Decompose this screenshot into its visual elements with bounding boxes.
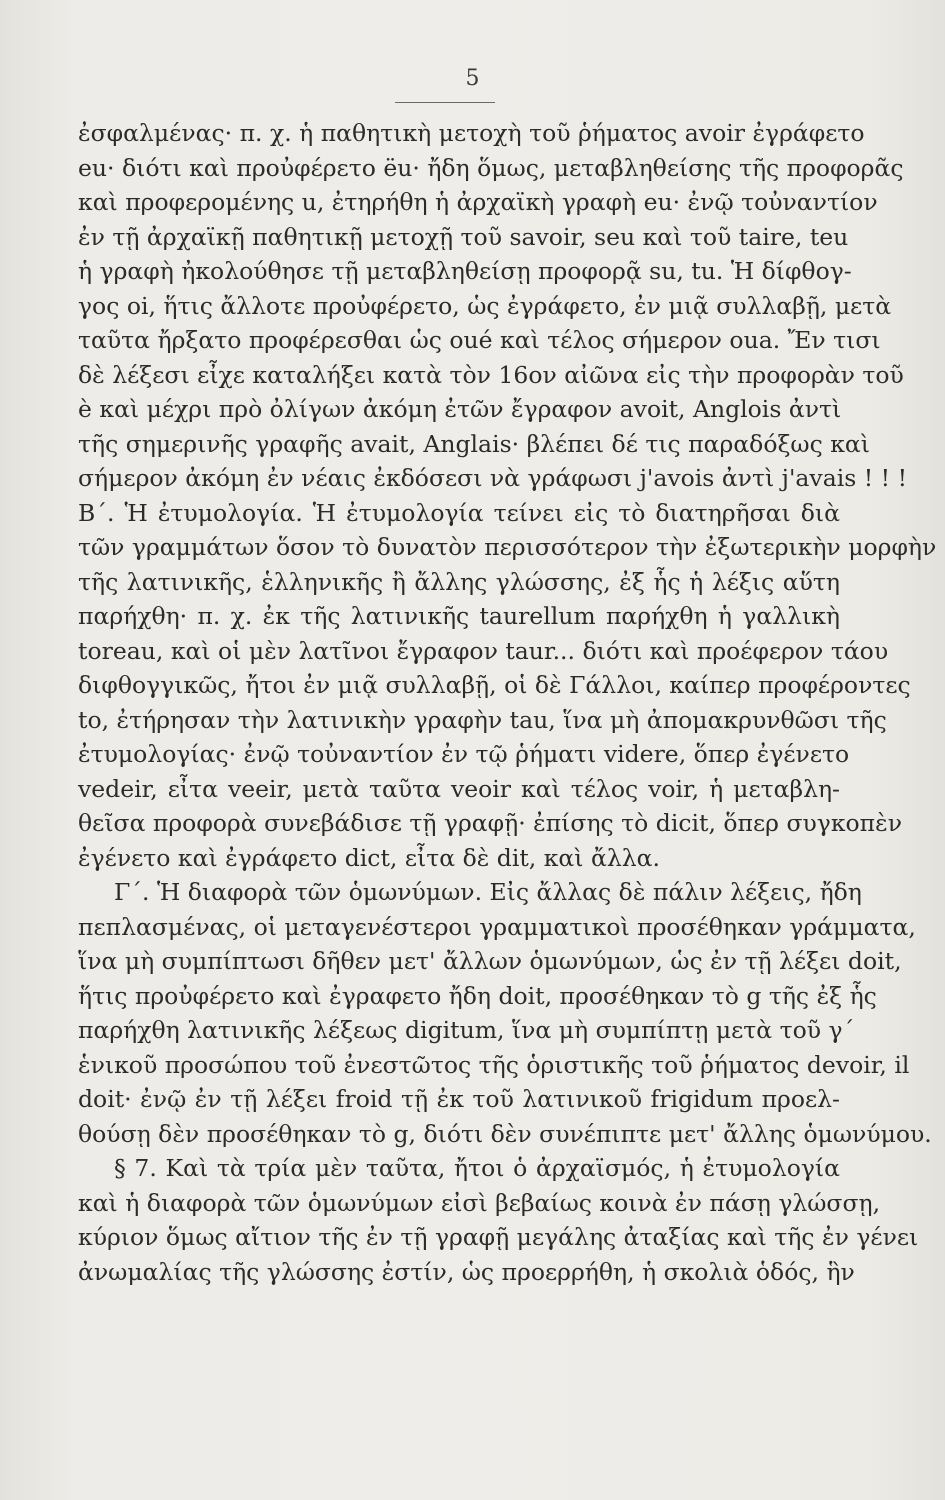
text-line: ἑνικοῦ προσώπου τοῦ ἐνεστῶτος τῆς ὁριστικῆς τοῦ ῥήματος devoir, il [78, 1050, 910, 1079]
text-line: κύριον ὅμως αἴτιον τῆς ἐν τῇ γραφῇ μεγάλης ἀταξίας καὶ τῆς ἐν γένει [78, 1223, 919, 1251]
text-line: to, ἐτήρησαν τὴν λατινικὴν γραφὴν tau, ἵνα μὴ ἀπομακρυνθῶσι τῆς [78, 705, 887, 734]
page-number: 5 [465, 66, 480, 91]
text-line: Γ΄. Ἡ διαφορὰ τῶν ὁμωνύμων. Εἰς ἄλλας δὲ πάλιν λέξεις, ἤδη [114, 878, 862, 906]
text-line: ἀνωμαλίας τῆς γλώσσης ἐστίν, ὡς προερρήθη, ἡ σκολιὰ ὁδός, ἣν [78, 1257, 855, 1286]
text-line: è καὶ μέχρι πρὸ ὀλίγων ἀκόμη ἐτῶν ἔγραφον avoit, Anglois ἀντὶ [78, 395, 842, 423]
text-line: ἐν τῇ ἀρχαϊκῇ παθητικῇ μετοχῇ τοῦ savoir, seu καὶ τοῦ taire, teu [78, 222, 849, 251]
text-line: ἥτις προὐφέρετο καὶ ἐγραφετο ἤδη doit, προσέθηκαν τὸ g τῆς ἐξ ἧς [78, 981, 877, 1010]
text-line: δὲ λέξεσι εἶχε καταλήξει κατὰ τὸν 16ον αἰῶνα εἰς τὴν προφορὰν τοῦ [78, 360, 904, 389]
text-line: παρήχθη λατινικῆς λέξεως digitum, ἵνα μὴ συμπίπτῃ μετὰ τοῦ γ΄ [78, 1016, 855, 1044]
text-line: eu· διότι καὶ προὐφέρετο ëu· ἤδη ὅμως, μεταβληθείσης τῆς προφορᾶς [78, 153, 904, 182]
text-line: θεῖσα προφορὰ συνεβάδισε τῇ γραφῇ· ἐπίσης τὸ dicit, ὅπερ συγκοπὲν [78, 809, 902, 837]
text-line: vedeir, εἶτα veeir, μετὰ ταῦτα veoir καὶ τέλος voir, ἡ μεταβλη- [78, 774, 840, 803]
text-line: τῶν γραμμάτων ὅσον τὸ δυνατὸν περισσότερον τὴν ἐξωτερικὴν μορφὴν [78, 533, 937, 561]
text-line: τῆς σημερινῆς γραφῆς avait, Anglais· βλέπει δέ τις παραδόξως καὶ [78, 429, 870, 458]
text-line: ἐσφαλμένας· π. χ. ἡ παθητικὴ μετοχὴ τοῦ ῥήματος avoir ἐγράφετο [78, 119, 865, 147]
text-line: toreau, καὶ οἱ μὲν λατῖνοι ἔγραφον taur... διότι καὶ προέφερον τάου [78, 636, 889, 665]
text-line: § 7. Καὶ τὰ τρία μὲν ταῦτα, ἤτοι ὁ ἀρχαϊσμός, ἡ ἐτυμολογία [114, 1154, 840, 1182]
text-line: ἵνα μὴ συμπίπτωσι δῆθεν μετ' ἄλλων ὁμωνύμων, ὡς ἐν τῇ λέξει doit, [78, 947, 902, 975]
text-line: πεπλασμένας, οἱ μεταγενέστεροι γραμματικοὶ προσέθηκαν γράμματα, [78, 912, 916, 941]
body-text [78, 116, 937, 1289]
text-line: σήμερον ἀκόμη ἐν νέαις ἐκδόσεσι νὰ γράφωσι j'avois ἀντὶ j'avais ! ! ! [78, 464, 908, 492]
text-line: διφθογγικῶς, ἤτοι ἐν μιᾷ συλλαβῇ, οἱ δὲ Γάλλοι, καίπερ προφέροντες [78, 671, 911, 699]
text-line: παρήχθη· π. χ. ἐκ τῆς λατινικῆς taurellum παρήχθη ἡ γαλλικὴ [78, 602, 840, 630]
header-rule [395, 102, 495, 103]
text-line: καὶ ἡ διαφορὰ τῶν ὁμωνύμων εἰσὶ βεβαίως κοινὰ ἐν πάσῃ γλώσσῃ, [78, 1188, 881, 1217]
text-line: ἡ γραφὴ ἠκολούθησε τῇ μεταβληθείσῃ προφορᾷ su, tu. Ἡ δίφθογ- [78, 257, 852, 285]
text-line: doit· ἐνῷ ἐν τῇ λέξει froid τῇ ἐκ τοῦ λατινικοῦ frigidum προελ- [78, 1085, 840, 1113]
text-line: ταῦτα ἤρξατο προφέρεσθαι ὡς oué καὶ τέλος σήμερον oua. Ἔν τισι [78, 326, 881, 354]
text-line: ἐγένετο καὶ ἐγράφετο dict, εἶτα δὲ dit, καὶ ἄλλα. [78, 843, 660, 872]
text-line: τῆς λατινικῆς, ἑλληνικῆς ἢ ἄλλης γλώσσης, ἐξ ἧς ἡ λέξις αὕτη [78, 567, 840, 596]
text-line: καὶ προφερομένης u, ἐτηρήθη ἡ ἀρχαϊκὴ γραφὴ eu· ἐνῷ τοὐναντίον [78, 188, 878, 216]
text-line: θούσῃ δὲν προσέθηκαν τὸ g, διότι δὲν συνέπιπτε μετ' ἄλλης ὁμωνύμου. [78, 1119, 932, 1148]
text-line: ἐτυμολογίας· ἐνῷ τοὐναντίον ἐν τῷ ῥήματι videre, ὅπερ ἐγένετο [78, 740, 850, 768]
text-line: γος oi, ἥτις ἄλλοτε προὐφέρετο, ὡς ἐγράφετο, ἐν μιᾷ συλλαβῇ, μετὰ [78, 291, 892, 320]
text-line: Β΄. Ἡ ἐτυμολογία. Ἡ ἐτυμολογία τείνει εἰς τὸ διατηρῆσαι διὰ [78, 498, 840, 527]
